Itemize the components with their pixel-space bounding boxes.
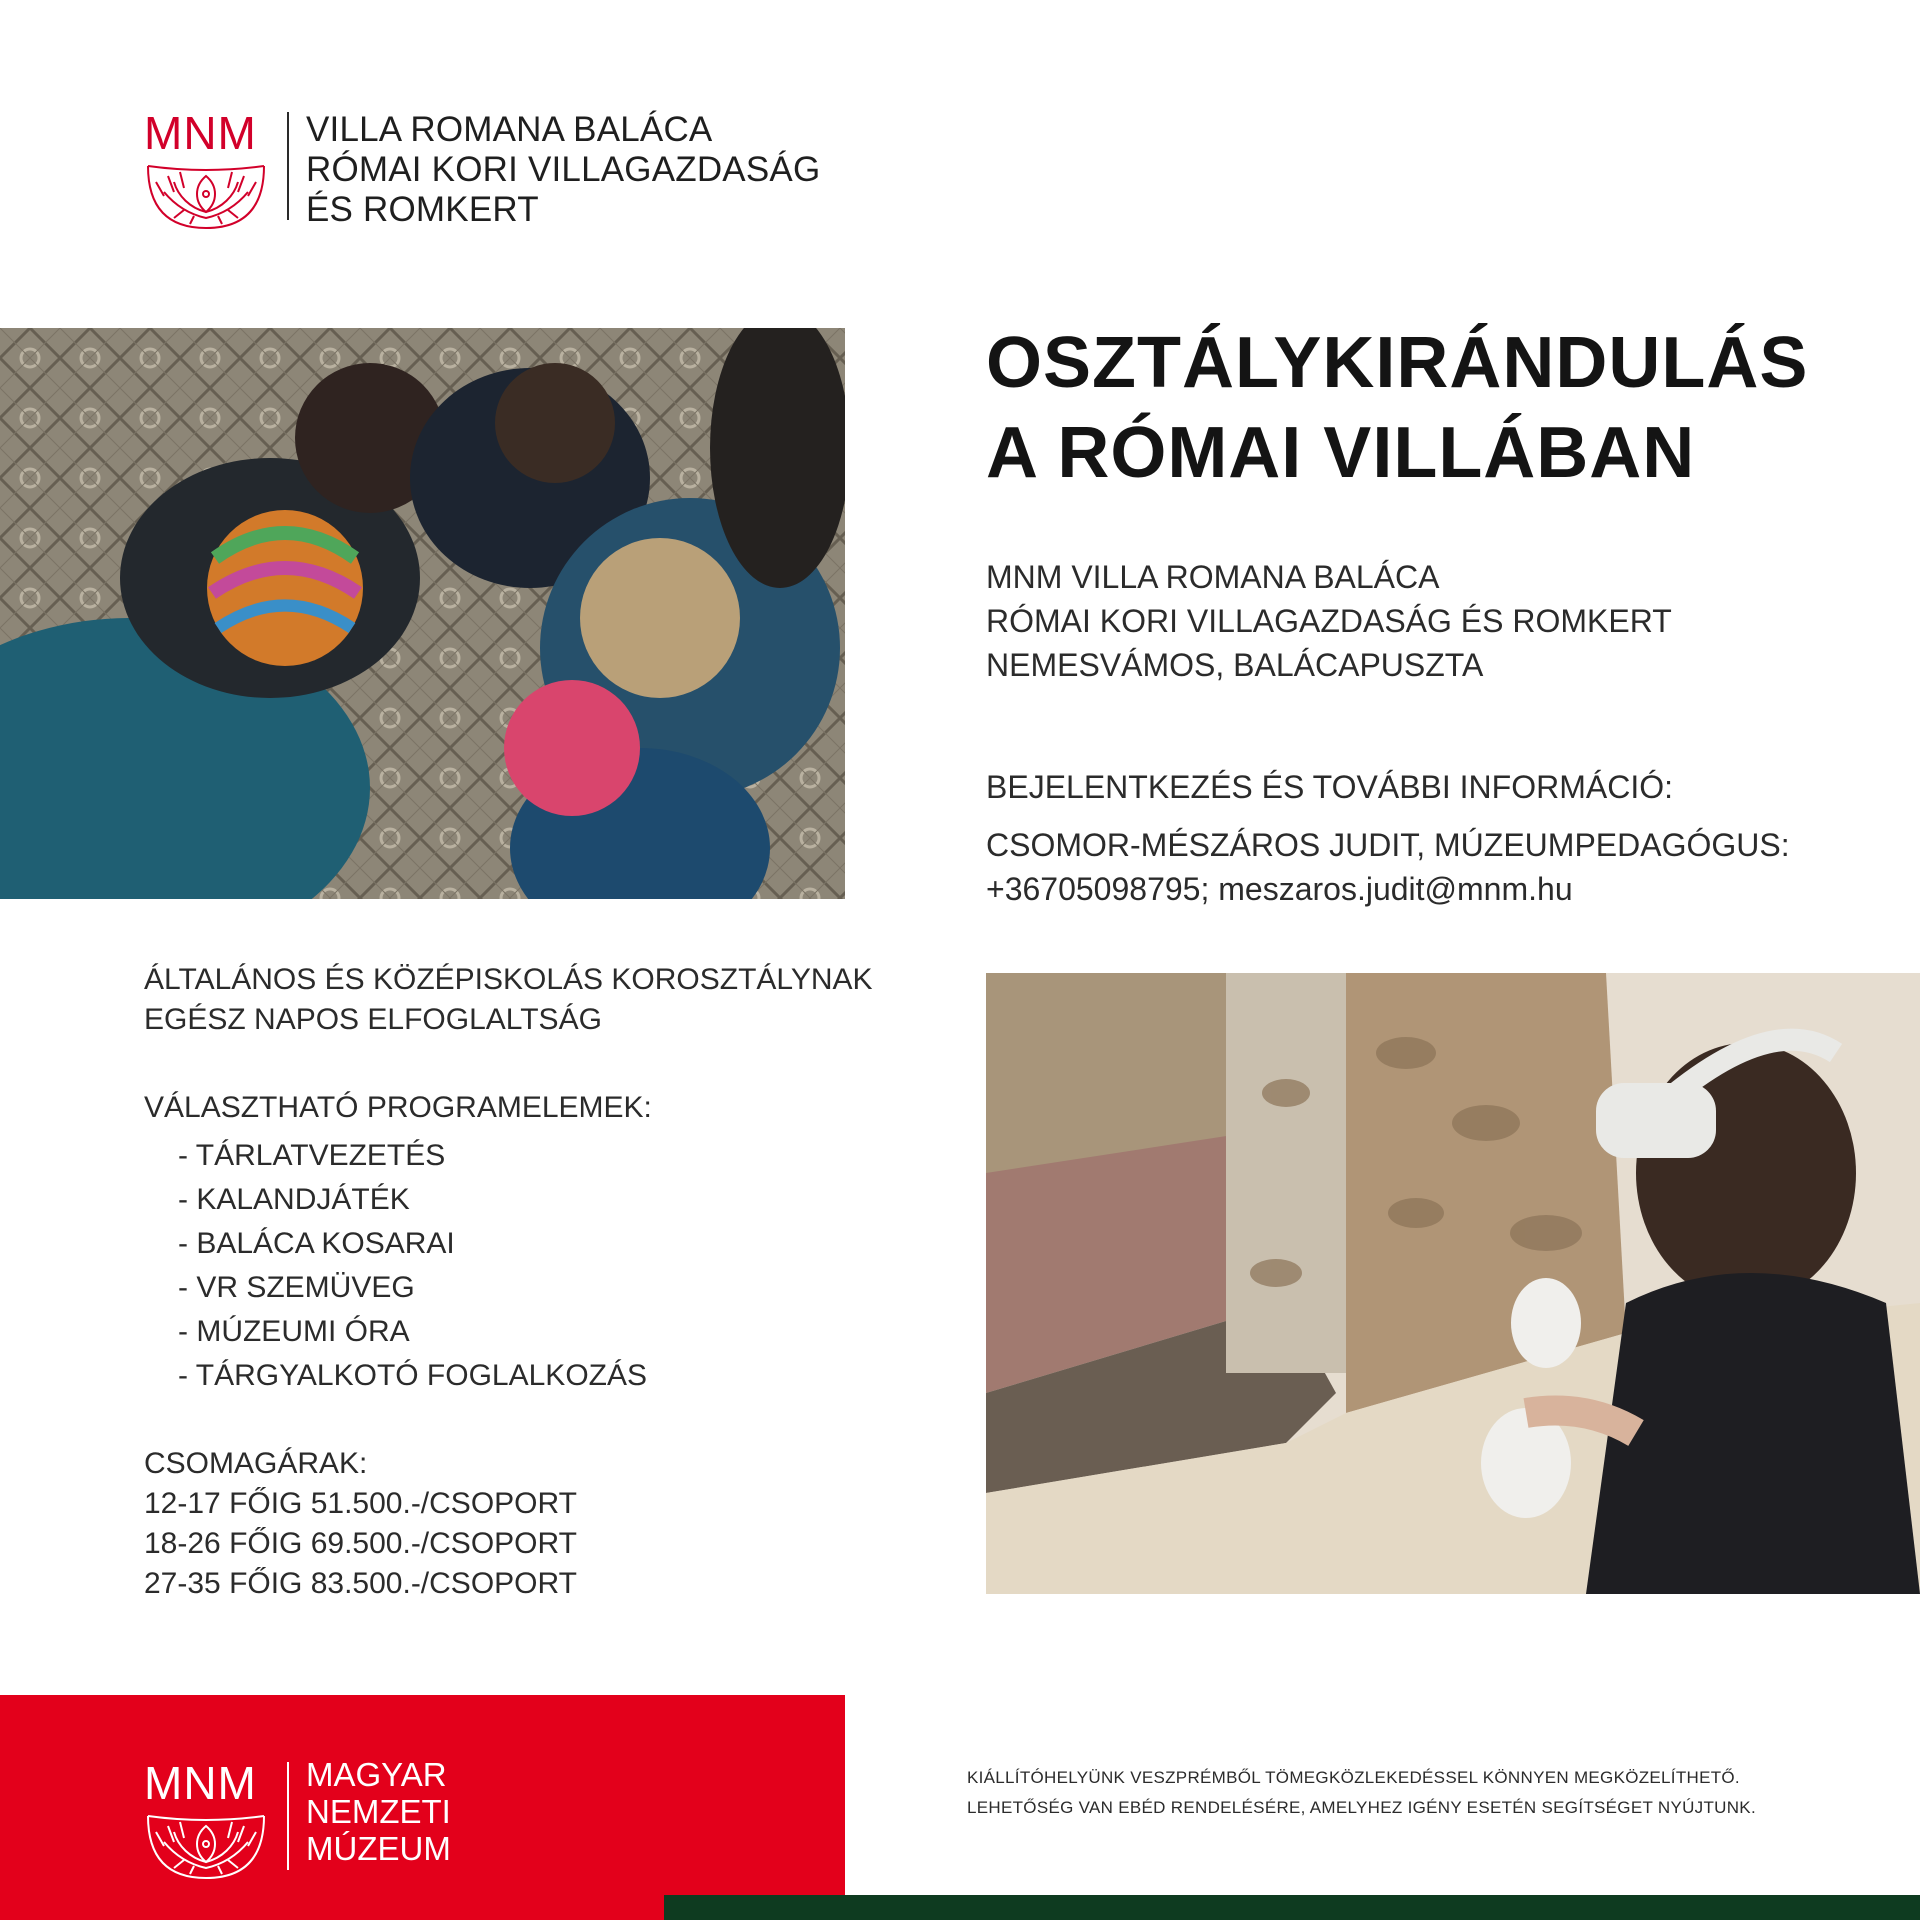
footer-mnm-logo (144, 1757, 268, 1880)
address-line: MNM VILLA ROMANA BALÁCA (986, 559, 1440, 595)
notice-line: LEHETŐSÉG VAN EBÉD RENDELÉSÉRE, AMELYHEZ IGÉNY ESETÉN SEGÍTSÉGET NYÚJTUNK. (967, 1798, 1756, 1817)
contact-line: CSOMOR-MÉSZÁROS JUDIT, MÚZEUMPEDAGÓGUS: (986, 827, 1790, 863)
price-line: 27-35 FŐIG 83.500.-/CSOPORT (144, 1567, 577, 1600)
lotus-ornament-icon (144, 162, 268, 230)
programs-list (144, 1134, 652, 1398)
footer-divider (287, 1762, 289, 1870)
list-item: - VR SZEMÜVEG (178, 1271, 415, 1304)
header-logo-text: MNM (144, 107, 257, 159)
list-item: - BALÁCA KOSARAI (178, 1227, 455, 1260)
header-title-line: VILLA ROMANA BALÁCA (306, 110, 713, 149)
list-item: - TÁRLATVEZETÉS (178, 1139, 446, 1172)
museum-name-line: MAGYAR (306, 1756, 447, 1793)
contact-heading: BEJELENTKEZÉS ÉS TOVÁBBI INFORMÁCIÓ: (986, 769, 1673, 805)
footer-logo-text: MNM (144, 1757, 257, 1809)
museum-name-line: MÚZEUM (306, 1830, 451, 1867)
photo-children-mosaic (0, 328, 845, 899)
prices-block (144, 1444, 577, 1604)
audience-heading: ÁLTALÁNOS ÉS KÖZÉPISKOLÁS KOROSZTÁLYNAK (144, 963, 873, 996)
list-item: - KALANDJÁTÉK (178, 1183, 410, 1216)
list-item: - TÁRGYALKOTÓ FOGLALKOZÁS (178, 1359, 647, 1392)
audience-block (144, 960, 873, 1040)
header-divider (287, 112, 289, 220)
prices-heading: CSOMAGÁRAK: (144, 1447, 368, 1480)
header-mnm-logo (144, 107, 268, 230)
programs-heading: VÁLASZTHATÓ PROGRAMELEMEK: (144, 1091, 652, 1124)
notice-line: KIÁLLÍTÓHELYÜNK VESZPRÉMBŐL TÖMEGKÖZLEKEDÉSSEL KÖNNYEN MEGKÖZELÍTHETŐ. (967, 1768, 1740, 1787)
event-title-line: A RÓMAI VILLÁBAN (986, 413, 1696, 493)
audience-subheading: EGÉSZ NAPOS ELFOGLALTSÁG (144, 1003, 602, 1036)
event-title (986, 318, 1808, 498)
footer-museum-name (306, 1756, 451, 1867)
programs-block (144, 1088, 652, 1398)
header-title (306, 110, 820, 230)
header-title-line: RÓMAI KORI VILLAGAZDASÁG (306, 150, 821, 189)
footer-green-bar (664, 1895, 1920, 1920)
list-item: - MÚZEUMI ÓRA (178, 1315, 410, 1348)
photo-vr-headset (986, 973, 1920, 1594)
address-line: RÓMAI KORI VILLAGAZDASÁG ÉS ROMKERT (986, 603, 1672, 639)
contact-block (986, 765, 1790, 911)
event-title-line: OSZTÁLYKIRÁNDULÁS (986, 323, 1809, 403)
price-line: 12-17 FŐIG 51.500.-/CSOPORT (144, 1487, 577, 1520)
price-line: 18-26 FŐIG 69.500.-/CSOPORT (144, 1527, 577, 1560)
header-title-line: ÉS ROMKERT (306, 190, 539, 229)
contact-line[interactable]: +36705098795; meszaros.judit@mnm.hu (986, 871, 1573, 907)
address-line: NEMESVÁMOS, BALÁCAPUSZTA (986, 647, 1484, 683)
museum-name-line: NEMZETI (306, 1793, 451, 1830)
lotus-ornament-icon (144, 1812, 268, 1880)
event-address (986, 555, 1672, 687)
footer-notice (967, 1763, 1756, 1823)
